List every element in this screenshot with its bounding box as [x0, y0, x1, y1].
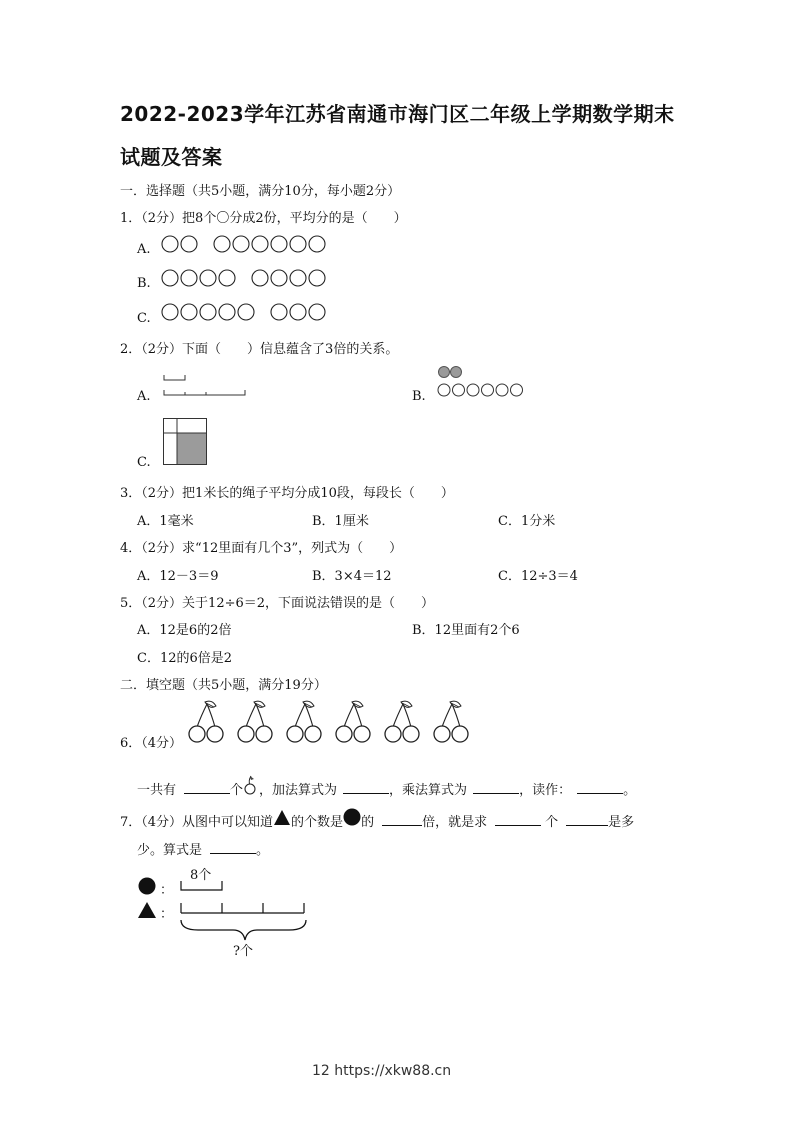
q2-option-c-label: C.: [137, 455, 151, 470]
circle-icon: [162, 270, 178, 286]
page-title-line2: 试题及答案: [120, 145, 223, 169]
circle-icon: [290, 236, 306, 252]
q2-option-a-segment-diagram: [160, 372, 250, 400]
q7-text-7: 少。算式是: [137, 843, 203, 858]
q6-blank-multiplication[interactable]: [473, 781, 519, 794]
q6-blank-read[interactable]: [577, 781, 623, 794]
q7-text-8: 。: [256, 843, 270, 858]
circle-icon: [271, 304, 287, 320]
q7-text-1: 7．（4分）从图中可以知道: [120, 815, 274, 830]
q6-text-unit: 个: [230, 783, 244, 798]
circle-icon: [252, 236, 268, 252]
q6-cherries: [186, 698, 486, 746]
q6-text-read: ，读作：: [519, 783, 572, 798]
q7-blank-count[interactable]: [495, 813, 541, 826]
q2-option-b-circles: [436, 365, 536, 400]
q7-diagram-top-label: 8个: [190, 868, 212, 883]
question-4-stem: 4．（2分）求“12里面有几个3”，列式为（ ）: [120, 541, 403, 556]
q3-option-a: A．1毫米: [137, 514, 194, 529]
section-heading-fill: 二．填空题（共5小题，满分19分）: [120, 678, 327, 693]
q5-option-c: C．12的6倍是2: [137, 651, 233, 666]
circle-icon: [252, 270, 268, 286]
circle-icon: [290, 270, 306, 286]
section-heading-choice: 一．选择题（共5小题，满分10分，每小题2分）: [120, 184, 401, 199]
q1-option-b-label: B.: [137, 276, 151, 291]
shaded-circle-icon: [451, 367, 462, 378]
circle-icon: [290, 304, 306, 320]
q7-blank-number[interactable]: [566, 813, 608, 826]
triangle-icon: [273, 813, 291, 827]
circle-icon: [271, 236, 287, 252]
circle-icon: [343, 813, 361, 827]
q5-option-a: A．12是6的2倍: [137, 623, 232, 638]
circle-icon: [214, 236, 230, 252]
q1-option-c-label: C.: [137, 311, 151, 326]
q7-text-3: 的: [361, 815, 375, 830]
q7-diagram-triangle-segment: [178, 900, 318, 918]
q6-blank-addition[interactable]: [343, 781, 389, 794]
q6-blank-count[interactable]: [184, 781, 230, 794]
question-2-stem: 2．（2分）下面（ ）信息蕴含了3倍的关系。: [120, 342, 399, 357]
q1-option-a-circles: [160, 234, 330, 254]
circle-icon: [309, 304, 325, 320]
cherry-icon: [434, 701, 468, 742]
q2-option-c-square-diagram: [163, 418, 209, 467]
q5-option-b: B．12里面有2个6: [412, 623, 520, 638]
cherry-icon: [238, 701, 272, 742]
question-6-label: 6．（4分）: [120, 736, 183, 751]
shaded-circle-icon: [439, 367, 450, 378]
q1-option-c-circles: [160, 302, 330, 322]
circle-icon: [200, 304, 216, 320]
q7-text-2: 的个数是: [291, 815, 344, 830]
q7-diagram-brace: [178, 918, 318, 942]
q7-text-5: 个: [545, 815, 559, 830]
circle-icon: [453, 384, 465, 396]
page-title: 2022-2023学年江苏省南通市海门区二年级上学期数学期末: [120, 102, 675, 126]
circle-icon: [438, 384, 450, 396]
circle-icon: [467, 384, 479, 396]
question-7-line1: [120, 811, 634, 830]
q7-blank-times[interactable]: [382, 813, 422, 826]
circle-icon: [181, 236, 197, 252]
q1-option-b-circles: [160, 268, 330, 288]
q1-option-a-label: A.: [137, 242, 151, 257]
circle-icon: [162, 304, 178, 320]
q4-option-b: B．3×4＝12: [312, 569, 392, 584]
circle-icon: [511, 384, 523, 396]
q6-text-multiplication: ，乘法算式为: [389, 783, 468, 798]
q7-blank-equation[interactable]: [210, 841, 256, 854]
q7-diagram-triangle-colon: ：: [160, 907, 174, 922]
circle-icon: [181, 304, 197, 320]
cherry-icon: [287, 701, 321, 742]
circle-icon: [309, 236, 325, 252]
q7-diagram-triangle-icon: [137, 901, 157, 921]
circle-icon: [233, 236, 249, 252]
q7-diagram-circle-colon: ：: [160, 883, 174, 898]
q6-text-addition: ，加法算式为: [259, 783, 338, 798]
circle-icon: [309, 270, 325, 286]
small-cherry-icon: [243, 779, 259, 797]
circle-icon: [482, 384, 494, 396]
circle-icon: [238, 304, 254, 320]
circle-icon: [219, 270, 235, 286]
q7-text-6: 是多: [608, 815, 635, 830]
q4-option-a: A．12－3＝9: [137, 569, 219, 584]
circle-icon: [200, 270, 216, 286]
q3-option-c: C．1分米: [498, 514, 556, 529]
question-3-stem: 3．（2分）把1米长的绳子平均分成10段，每段长（ ）: [120, 486, 454, 501]
q7-text-4: 倍，就是求: [422, 815, 488, 830]
question-7-line2: [137, 839, 269, 858]
q6-text-end: 。: [623, 783, 637, 798]
question-5-stem: 5．（2分）关于12÷6＝2，下面说法错误的是（ ）: [120, 596, 435, 611]
circle-icon: [162, 236, 178, 252]
q7-diagram-circle-segment: [178, 878, 228, 894]
q7-diagram-circle-icon: [138, 877, 158, 897]
page-footer: 12 https://xkw88.cn: [312, 1063, 452, 1079]
circle-icon: [496, 384, 508, 396]
circle-icon: [271, 270, 287, 286]
cherry-icon: [189, 701, 223, 742]
q2-option-a-label: A.: [137, 389, 151, 404]
cherry-icon: [385, 701, 419, 742]
circle-icon: [219, 304, 235, 320]
question-1-stem: 1．（2分）把8个〇分成2份，平均分的是（ ）: [120, 211, 407, 226]
circle-icon: [181, 270, 197, 286]
q6-text-total: 一共有: [137, 783, 177, 798]
q2-option-b-label: B.: [412, 389, 426, 404]
cherry-icon: [336, 701, 370, 742]
q3-option-b: B．1厘米: [312, 514, 369, 529]
q7-diagram-bottom-label: ?个: [233, 944, 253, 959]
q4-option-c: C．12÷3＝4: [498, 569, 578, 584]
q6-answer-line: [137, 779, 636, 798]
